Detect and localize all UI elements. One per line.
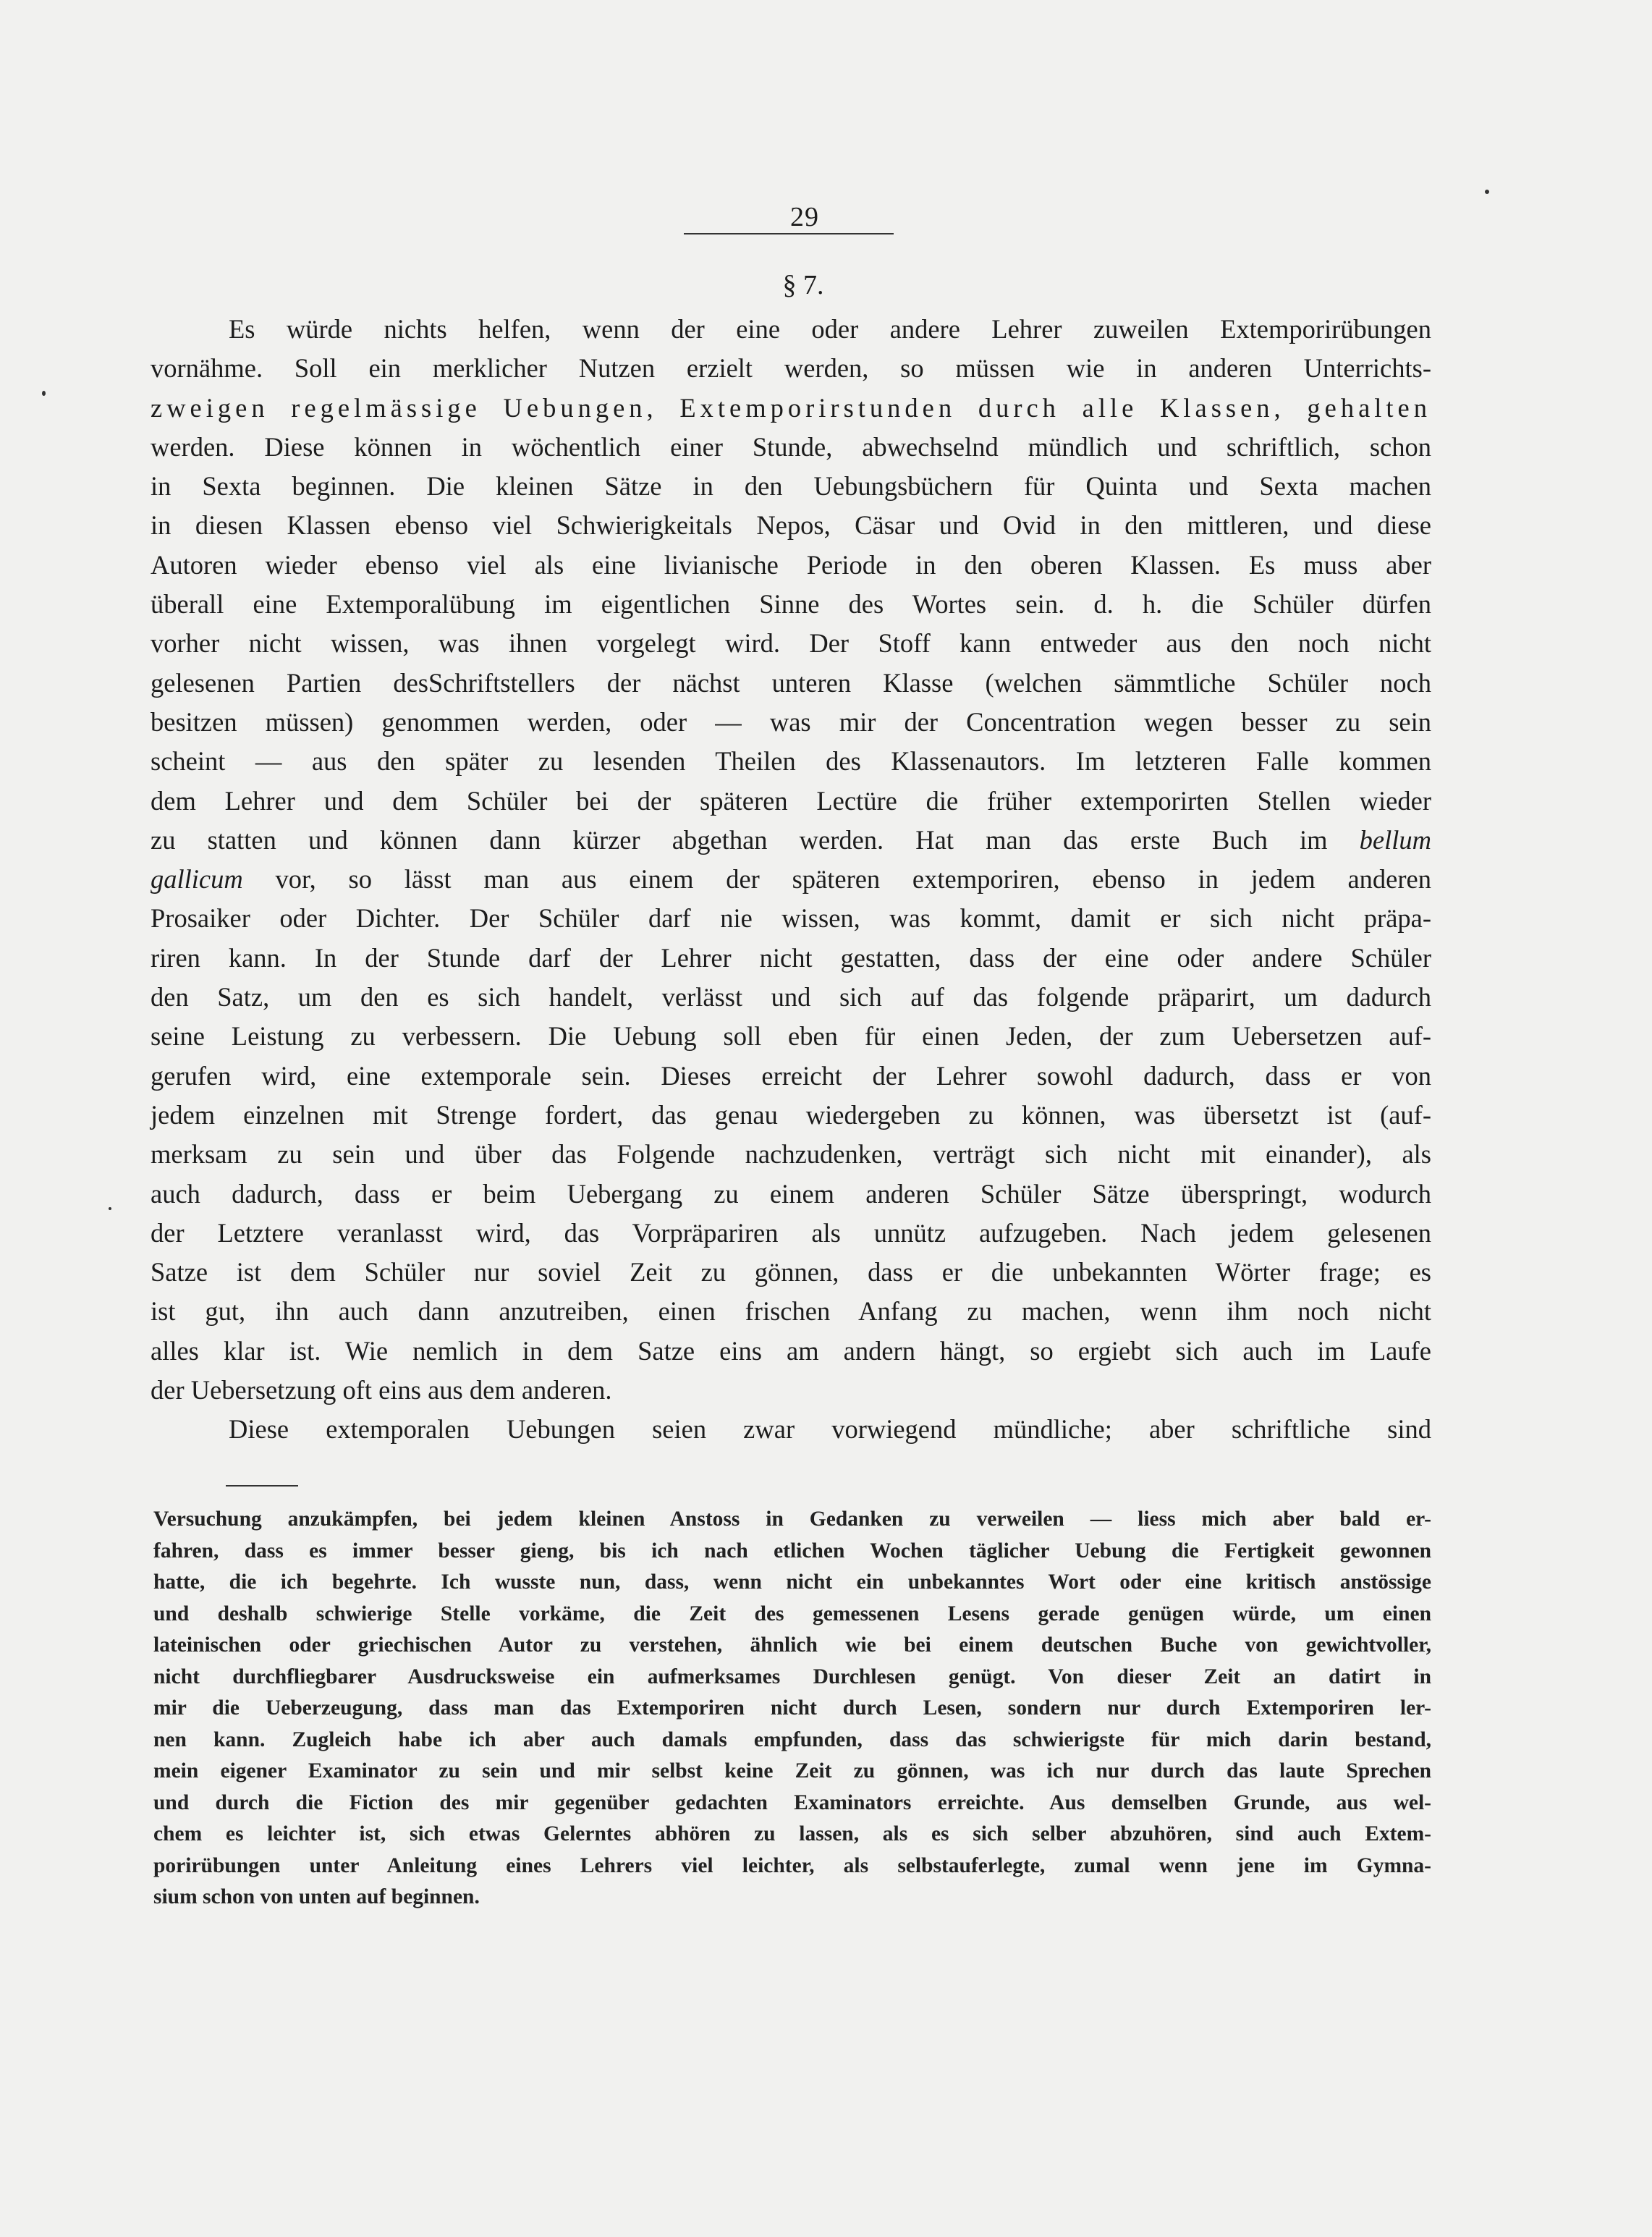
footnote-line: sium schon von unten auf beginnen. — [153, 1885, 480, 1908]
footnote-rule — [226, 1485, 298, 1487]
section-heading: § 7. — [782, 270, 824, 300]
text-line: scheint — aus den später zu lesenden Theilen des Klassenautors. Im letzteren Falle kommen — [151, 746, 1431, 777]
text-line: alles klar ist. Wie nemlich in dem Satze eins am andern hängt, so ergiebt sich auch im Laufe — [151, 1335, 1431, 1366]
text-line: Diese extemporalen Uebungen seien zwar vorwiegend mündliche; aber schriftliche sind — [229, 1414, 1431, 1445]
text-line: gerufen wird, eine extemporale sein. Dieses erreicht der Lehrer sowohl dadurch, dass er von — [151, 1060, 1431, 1091]
text-line: jedem einzelnen mit Strenge fordert, das genau wiedergeben zu können, was übersetzt ist (auf- — [151, 1099, 1431, 1130]
main-text-block — [151, 310, 1431, 1450]
footnote-block — [153, 1504, 1431, 1913]
footnote-line: und durch die Fiction des mir gegenüber gedachten Examinators erreichte. Aus demselben Grunde, aus wel- — [153, 1790, 1431, 1814]
text-line: der Letztere veranlasst wird, das Vorpräpariren als unnütz aufzugeben. Nach jedem gelesenen — [151, 1217, 1431, 1248]
text-line: vornähme. Soll ein merklicher Nutzen erzielt werden, so müssen wie in anderen Unterrichts- — [151, 353, 1431, 384]
text-line: vorher nicht wissen, was ihnen vorgelegt wird. Der Stoff kann entweder aus den noch nicht — [151, 628, 1431, 659]
scan-speck — [109, 1207, 111, 1210]
footnote-line: chem es leichter ist, sich etwas Gelerntes abhören zu lassen, als es sich selber abzuhören, sind auch Extem- — [153, 1822, 1431, 1845]
footnote-line: hatte, die ich begehrte. Ich wusste nun, dass, wenn nicht ein unbekanntes Wort oder eine kritisch anstössige — [153, 1570, 1431, 1594]
text-line: der Uebersetzung oft eins aus dem anderen. — [151, 1375, 612, 1405]
footnote-line: lateinischen oder griechischen Autor zu verstehen, ähnlich wie bei einem deutschen Buche von gewichtvoller, — [153, 1633, 1431, 1657]
text-line: in Sexta beginnen. Die kleinen Sätze in den Uebungsbüchern für Quinta und Sexta machen — [151, 471, 1431, 502]
footnote-line: nen kann. Zugleich habe ich aber auch damals empfunden, dass das schwierigste für mich darin bestand, — [153, 1728, 1431, 1751]
text-line: auch dadurch, dass er beim Uebergang zu einem anderen Schüler Sätze überspringt, wodurch — [151, 1178, 1431, 1209]
latin-phrase: bellum — [1359, 824, 1431, 855]
scan-speck — [1485, 190, 1489, 194]
footnote-line: mein eigener Examinator zu sein und mir selbst keine Zeit zu gönnen, was ich nur durch das laute Sprechen — [153, 1759, 1431, 1783]
footnote-line: porirübungen unter Anleitung eines Lehrers viel leichter, als selbstauferlegte, zumal wenn jene im Gymna- — [153, 1853, 1431, 1877]
text-line: werden. Diese können in wöchentlich einer Stunde, abwechselnd mündlich und schriftlich, schon — [151, 431, 1431, 462]
text-line: Prosaiker oder Dichter. Der Schüler darf nie wissen, was kommt, damit er sich nicht präpa- — [151, 903, 1431, 934]
footnote-line: Versuchung anzukämpfen, bei jedem kleinen Anstoss in Gedanken zu verweilen — liess mich aber bald er- — [153, 1507, 1431, 1531]
text-line: zweigen regelmässige Uebungen, Extemporirstunden durch alle Klassen, gehalten — [151, 392, 1431, 423]
text-line: in diesen Klassen ebenso viel Schwierigkeitals Nepos, Cäsar und Ovid in den mittleren, und diese — [151, 510, 1431, 541]
footnote-line: fahren, dass es immer besser gieng, bis ich nach etlichen Wochen täglicher Uebung die Fertigkeit gewonnen — [153, 1539, 1431, 1562]
latin-phrase: gallicum — [151, 864, 243, 895]
footnote-line: mir die Ueberzeugung, dass man das Extemporiren nicht durch Lesen, sondern nur durch Extemporiren ler- — [153, 1696, 1431, 1720]
text-line: besitzen müssen) genommen werden, oder — was mir der Concentration wegen besser zu sein — [151, 706, 1431, 737]
text-line: merksam zu sein und über das Folgende nachzudenken, verträgt sich nicht mit einander), als — [151, 1139, 1431, 1170]
text-line: zu statten und können dann kürzer abgethan werden. Hat man das erste Buch im bellum — [151, 824, 1431, 855]
header-rule — [684, 233, 894, 234]
scan-speck — [42, 391, 46, 396]
text-line: den Satz, um den es sich handelt, verlässt und sich auf das folgende präparirt, um dadurch — [151, 982, 1431, 1012]
text-line: gelesenen Partien desSchriftstellers der nächst unteren Klasse (welchen sämmtliche Schüler noch — [151, 667, 1431, 698]
text-line: Es würde nichts helfen, wenn der eine oder andere Lehrer zuweilen Extemporirübungen — [229, 314, 1431, 344]
text-line: gallicum vor, so lässt man aus einem der späteren extemporiren, ebenso in jedem anderen — [151, 864, 1431, 895]
text-line: riren kann. In der Stunde darf der Lehrer nicht gestatten, dass der eine oder andere Schüler — [151, 942, 1431, 973]
text-line: ist gut, ihn auch dann anzutreiben, einen frischen Anfang zu machen, wenn ihm noch nicht — [151, 1296, 1431, 1327]
text-line: überall eine Extemporalübung im eigentlichen Sinne des Wortes sein. d. h. die Schüler dürfen — [151, 589, 1431, 619]
footnote-line: nicht durchfliegbarer Ausdrucksweise ein aufmerksames Durchlesen genügt. Von dieser Zeit an datirt in — [153, 1665, 1431, 1688]
footnote-line: und deshalb schwierige Stelle vorkäme, die Zeit des gemessenen Lesens gerade genügen würde, um einen — [153, 1602, 1431, 1625]
text-line: Autoren wieder ebenso viel als eine livianische Periode in den oberen Klassen. Es muss aber — [151, 549, 1431, 580]
text-line: Satze ist dem Schüler nur soviel Zeit zu gönnen, dass er die unbekannten Wörter frage; es — [151, 1257, 1431, 1287]
page-number: 29 — [790, 202, 819, 232]
text-line: seine Leistung zu verbessern. Die Uebung soll eben für einen Jeden, der zum Uebersetzen auf- — [151, 1021, 1431, 1052]
text-line: dem Lehrer und dem Schüler bei der späteren Lectüre die früher extemporirten Stellen wieder — [151, 785, 1431, 816]
